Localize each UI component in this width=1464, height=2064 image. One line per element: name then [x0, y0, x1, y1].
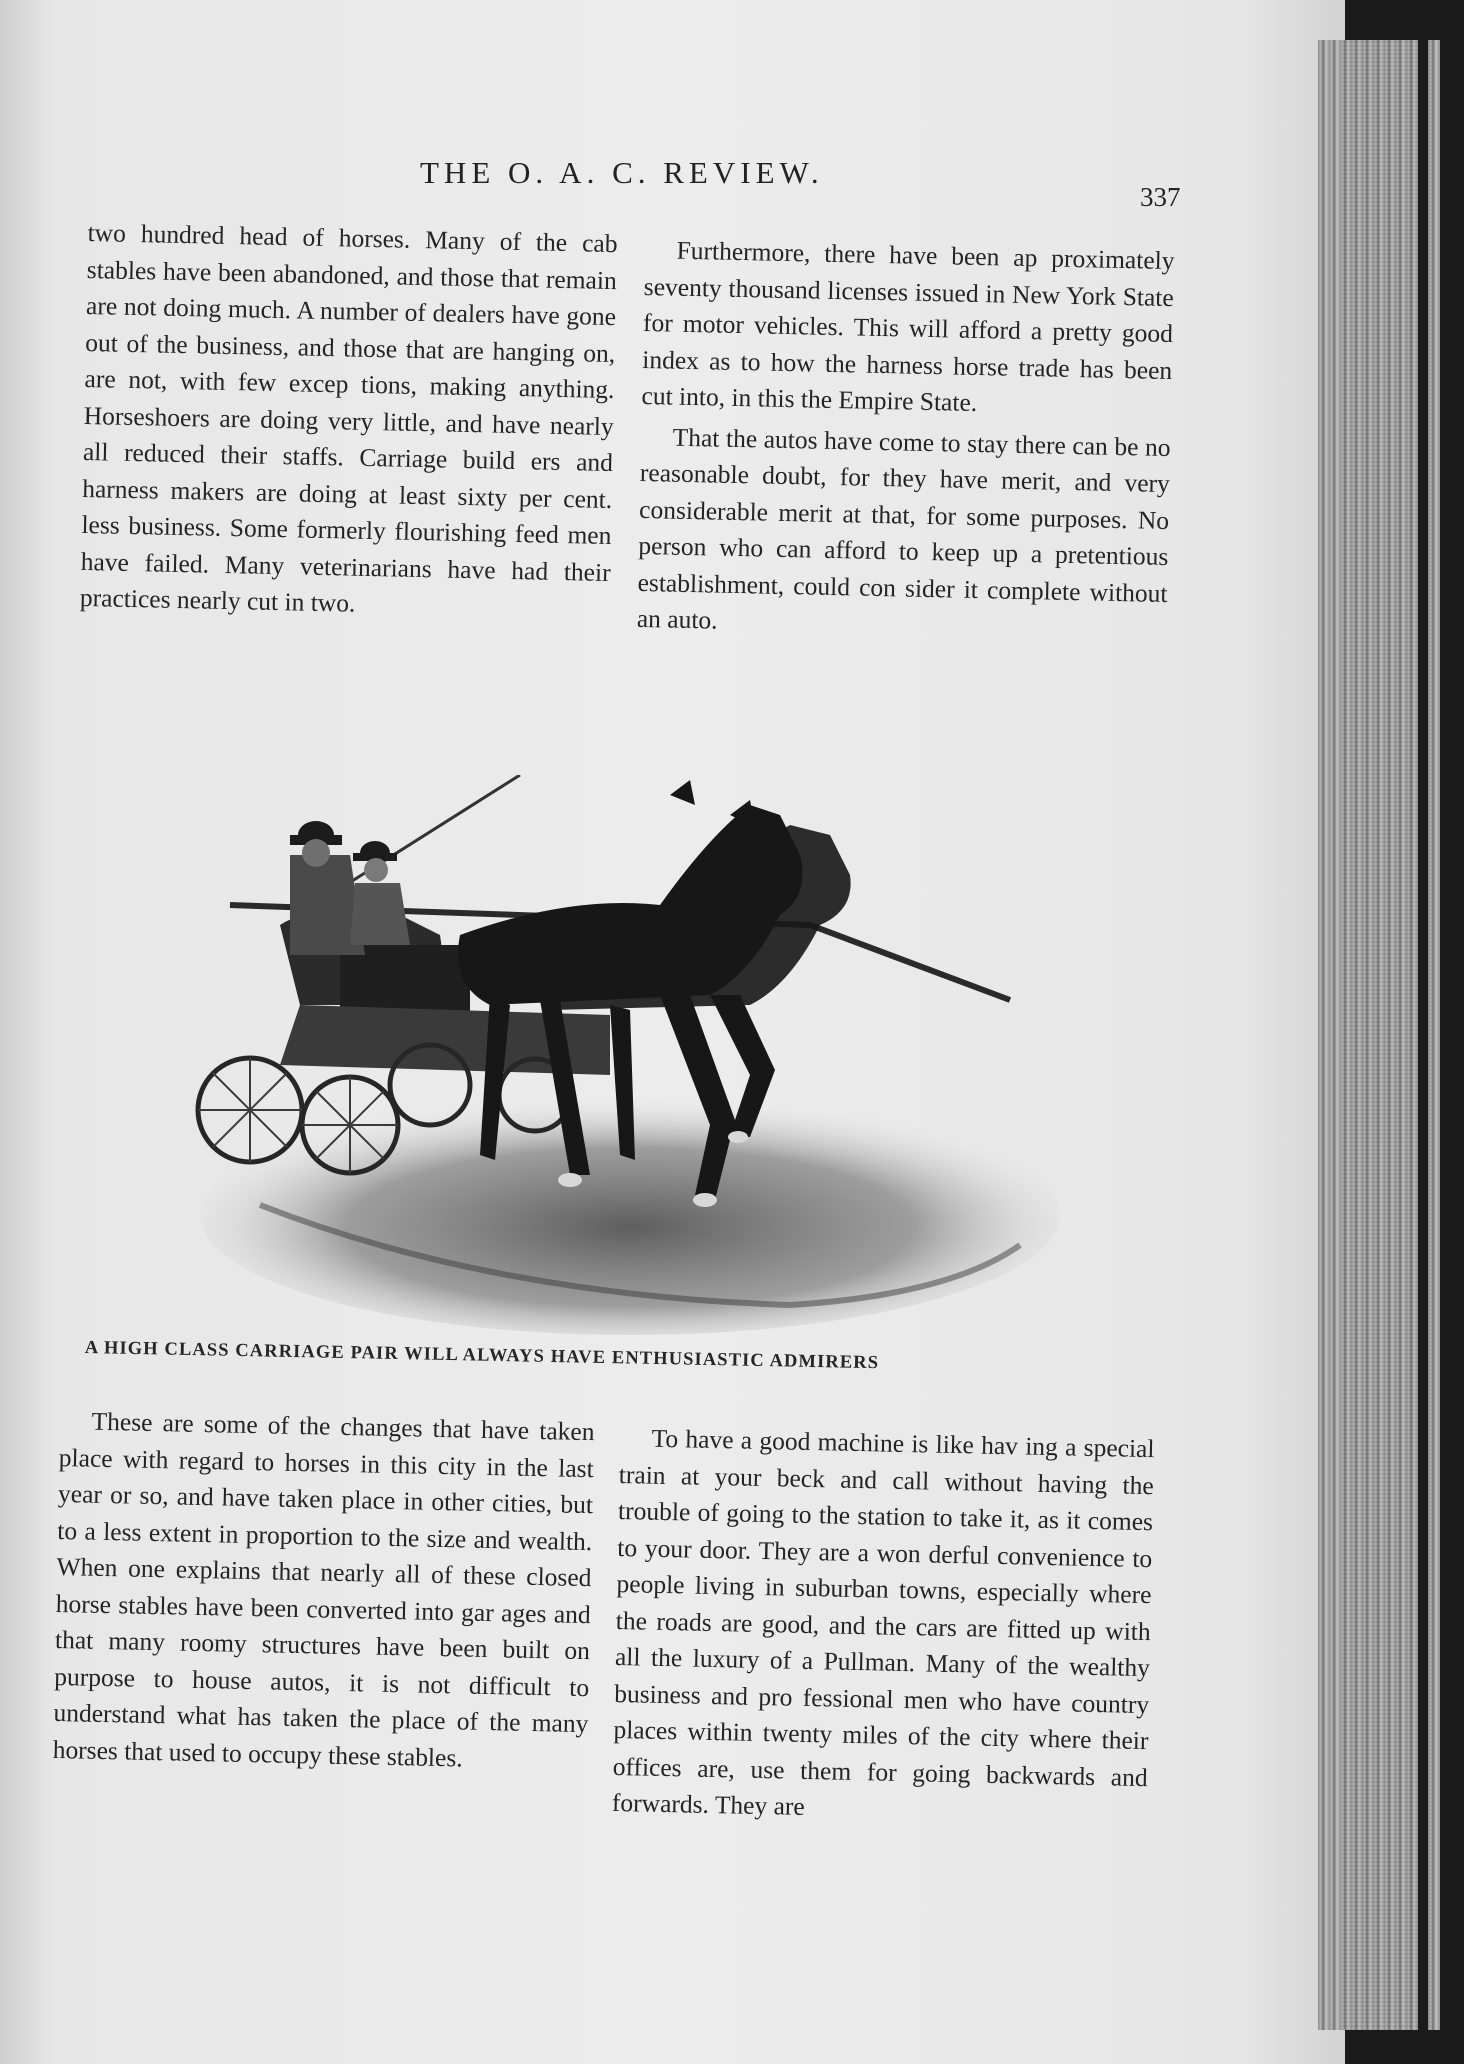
page-number: 337: [1140, 182, 1181, 212]
column-top-right: [637, 232, 1175, 649]
carriage-photograph: [190, 775, 1060, 1335]
paragraph: Furthermore, there have been ap proximately seventy thousand licenses issued in New York State for motor vehicles. This will afford a pretty good index as to how the harness horse trade has been cut into, in this the Empire State.: [641, 235, 1175, 417]
figure-caption: A HIGH CLASS CARRIAGE PAIR WILL ALWAYS HAVE ENTHUSIASTIC ADMIRERS: [84, 1338, 880, 1374]
running-title: THE O. A. C. REVIEW.: [420, 155, 824, 190]
paragraph: That the autos have come to stay there can be no reasonable doubt, for they have merit, and very considerable merit at that, for some purposes. No person who can afford to keep up a pretentious establishment, could con sider it complete without an auto.: [636, 422, 1171, 635]
book-page-edges: [1318, 40, 1440, 2030]
column-bottom-right: [612, 1420, 1155, 1833]
paragraph: two hundred head of horses. Many of the cab stables have been abandoned, and those that remain are not doing much. A number of dealers have gone out of the business, and those that are hanging on, are not, with few excep tions, making anything. Horseshoers are doing very little, and have nearly all reduced their staffs. Carriage build ers and harness makers are doing at least sixty per cent. less business. Some formerly flourishing feed men have failed. Many veterinarians have had their practices nearly cut in two.: [79, 217, 618, 618]
column-bottom-left: [52, 1403, 595, 1779]
column-top-left: [80, 215, 618, 628]
paragraph: These are some of the changes that have taken place with regard to horses in this city in the last year or so, and have taken place in other cities, but to a less extent in proportion to the size and wealth. When one explains that nearly all of these closed horse stables have been converted into gar ages and that many roomy structures have been built on purpose to house autos, it is not difficult to understand what has taken the place of the many horses that used to occupy these stables.: [52, 1406, 595, 1773]
binding-gap: [1418, 40, 1428, 2030]
paragraph: To have a good machine is like hav ing a special train at your beck and call without having the trouble of going to the station to take it, as it comes to your door. They are a won derful convenience to people living in suburban towns, especially where the roads are good, and the cars are fitted up with all the luxury of a Pullman. Many of the wealthy business and pro fessional men who have country places within twenty miles of the city where their offices are, use them for going backwards and forwards. They are: [611, 1423, 1155, 1821]
